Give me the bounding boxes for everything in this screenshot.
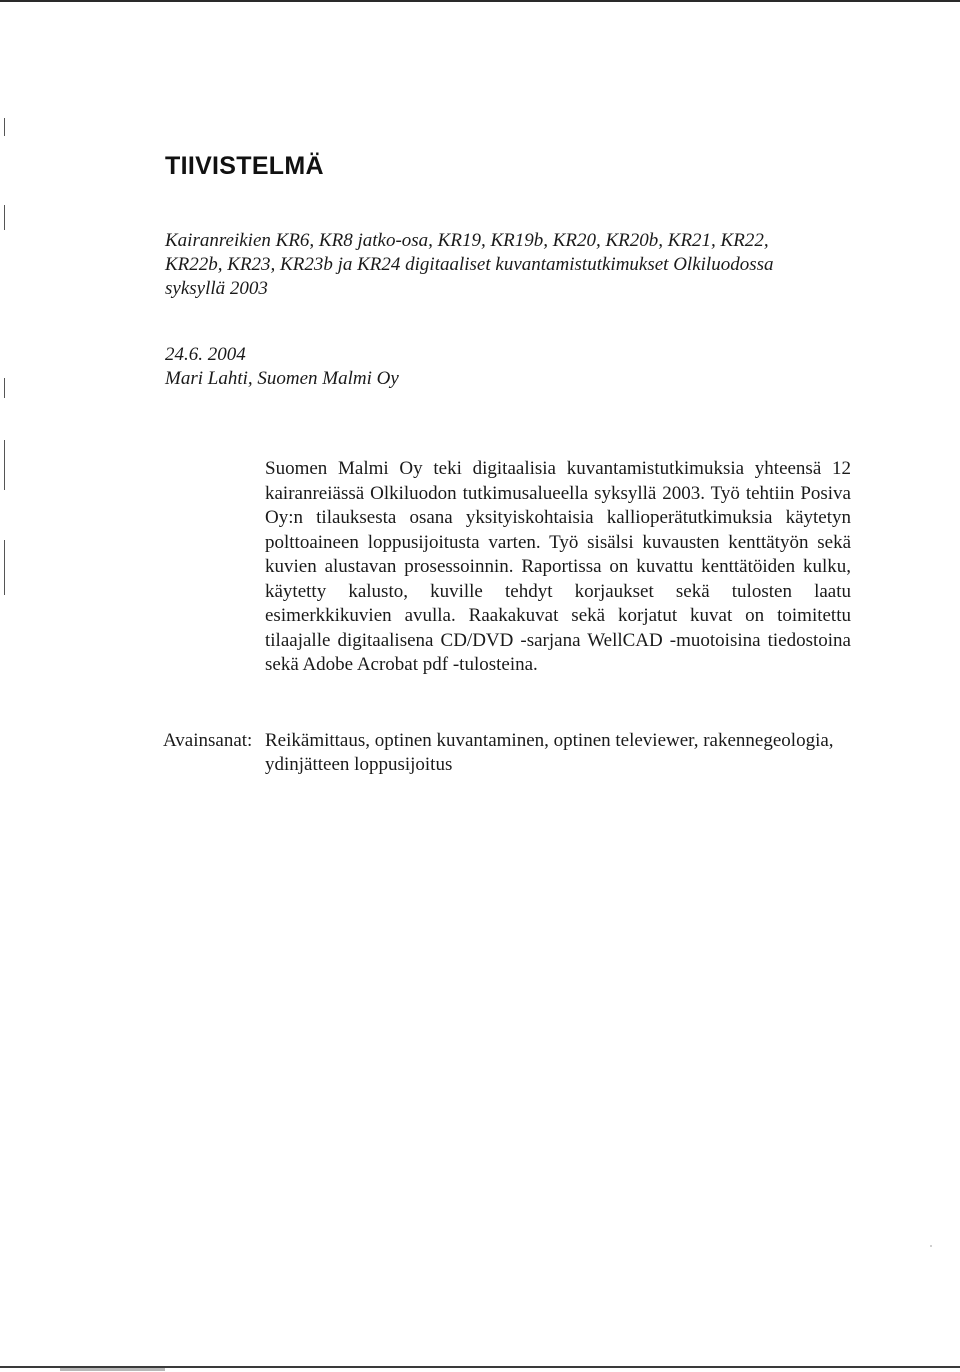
scan-margin-mark	[4, 378, 5, 398]
abstract-text: Suomen Malmi Oy teki digitaalisia kuvantamistutkimuksia yhteensä 12 kairanreiässä Olkiluodon tutkimusalueella syksyllä 2003. Työ tehtiin Posiva Oy:n tilauksesta osana yksityiskohtaisia kallioperätutkimuksia käytetyn polttoaineen loppusijoitusta varten. Työ sisälsi kuvausten kenttätyön sekä kuvien alustavan prosessoinnin. Raportissa on kuvattu kenttätöiden kulku, käytetty kalusto, kuville tehdyt korjaukset sekä tulosten laatu esimerkkikuvien avulla. Raakakuvat sekä korjatut kuvat on toimitettu tilaajalle digitaalisena CD/DVD -sarjana WellCAD -muotoisina tiedostoina sekä Adobe Acrobat pdf -tulosteina.	[265, 458, 851, 675]
scan-margin-mark	[4, 118, 5, 136]
report-title: Kairanreikien KR6, KR8 jatko-osa, KR19, KR19b, KR20, KR20b, KR21, KR22, KR22b, KR23, KR23b ja KR24 digitaaliset kuvantamistutkimukset Olkiluodossa syksyllä 2003	[165, 230, 774, 299]
scan-margin-mark	[4, 440, 5, 490]
keywords-value: Reikämittaus, optinen kuvantaminen, optinen televiewer, rakennegeologia, ydinjätteen loppusijoitus	[265, 730, 834, 775]
report-author: Mari Lahti, Suomen Malmi Oy	[165, 368, 399, 389]
scan-top-edge	[0, 0, 960, 2]
report-date: 24.6. 2004	[165, 344, 246, 365]
scan-speck	[930, 1245, 932, 1247]
keywords-label: Avainsanat:	[163, 730, 253, 751]
report-meta	[165, 343, 399, 391]
scan-margin-mark	[4, 540, 5, 595]
scan-bottom-shadow	[60, 1368, 165, 1371]
page-heading: TIIVISTELMÄ	[165, 152, 324, 180]
scan-margin-mark	[4, 205, 5, 230]
